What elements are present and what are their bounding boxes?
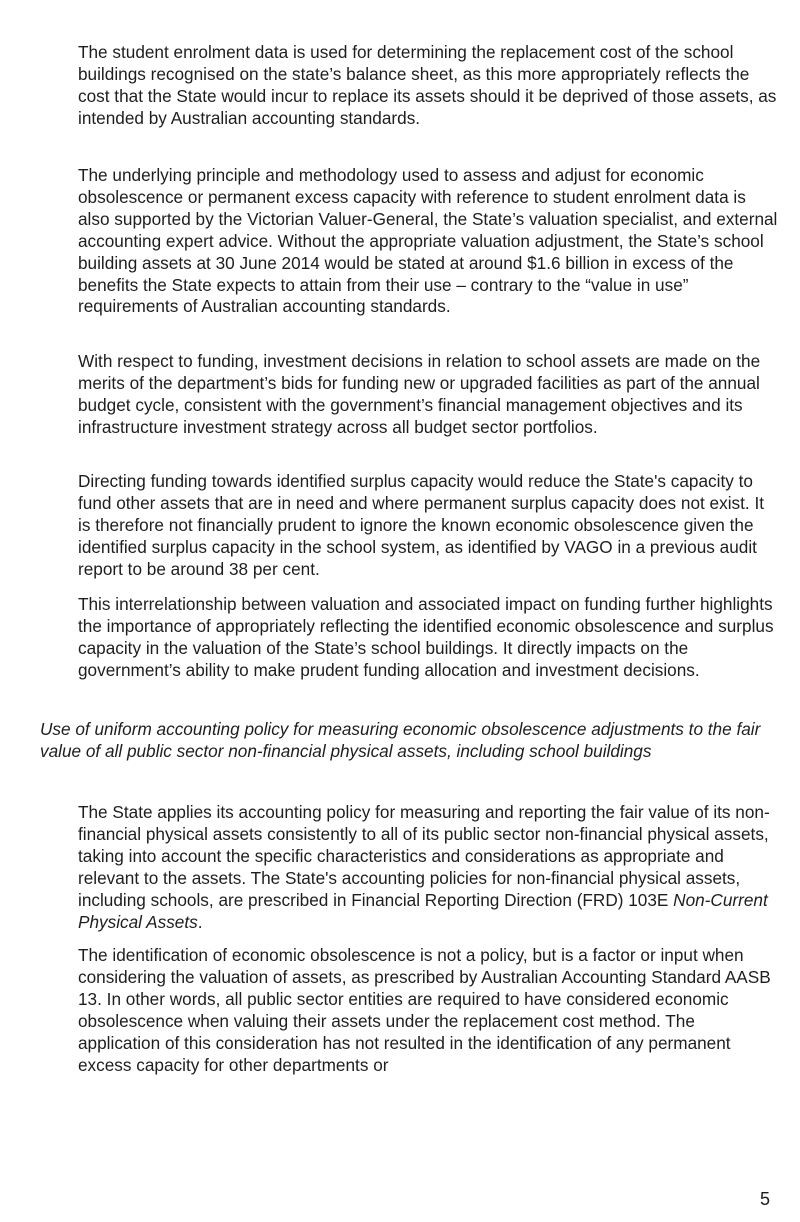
paragraph-enrolment-data: The student enrolment data is used for determining the replacement cost of the school buildings recognised on the state’s balance sheet, as this more appropriately reflects the cost that the State would incur to replace its assets should it be deprived of those assets, as intended by Australian accounting standards. [78, 42, 777, 128]
paragraph-accounting-policy [78, 802, 778, 933]
paragraph-surplus-capacity: Directing funding towards identified surplus capacity would reduce the State's capacity to fund other assets that are in need and where permanent surplus capacity does not exist. It is therefore not financially prudent to ignore the known economic obsolescence given the identified surplus capacity in the school system, as identified by VAGO in a previous audit report to be around 38 per cent. [78, 471, 764, 579]
paragraph-interrelationship: This interrelationship between valuation and associated impact on funding further highlights the importance of appropriately reflecting the identified economic obsolescence and surplus capacity in the valuation of the State’s school buildings. It directly impacts on the government’s ability to make prudent funding allocation and investment decisions. [78, 594, 774, 680]
frd-title: Non-Current Physical Assets [78, 889, 768, 932]
paragraph-underlying-principle: The underlying principle and methodology used to assess and adjust for economic obsolescence or permanent excess capacity with reference to student enrolment data is also supported by the Victorian Valuer-General, the State’s valuation specialist, and external accounting expert advice. Without the appropriate valuation adjustment, the State’s school building assets at 30 June 2014 would be stated at around $1.6 billion in excess of the benefits the State expects to attain from their use – contrary to the “value in use” requirements of Australian accounting standards. [78, 165, 778, 317]
paragraph-funding: With respect to funding, investment decisions in relation to school assets are made on the merits of the department’s bids for funding new or upgraded facilities as part of the annual budget cycle, consistent with the government’s financial management objectives and its infrastructure investment strategy across all budget sector portfolios. [78, 351, 761, 437]
paragraph-accounting-policy-text: The State applies its accounting policy for measuring and reporting the fair value of its non-financial physical assets consistently to all of its public sector non-financial physical assets, taking into account the specific characteristics and considerations as appropriate and relevant to the assets. The State's accounting policies for non-financial physical assets, including schools, are prescribed in Financial Reporting Direction (FRD) 103E [78, 802, 770, 910]
section-heading: Use of uniform accounting policy for measuring economic obsolescence adjustments to the fair value of all public sector non-financial physical assets, including school buildings [40, 719, 761, 761]
paragraph-economic-obsolescence: The identification of economic obsolescence is not a policy, but is a factor or input when considering the valuation of assets, as prescribed by Australian Accounting Standard AASB 13. In other words, all public sector entities are required to have considered economic obsolescence when valuing their assets under the replacement cost method. The application of this consideration has not resulted in the identification of any permanent excess capacity for other departments or [78, 945, 771, 1075]
paragraph-accounting-policy-end: . [197, 911, 203, 932]
page-number: 5 [760, 1189, 771, 1209]
